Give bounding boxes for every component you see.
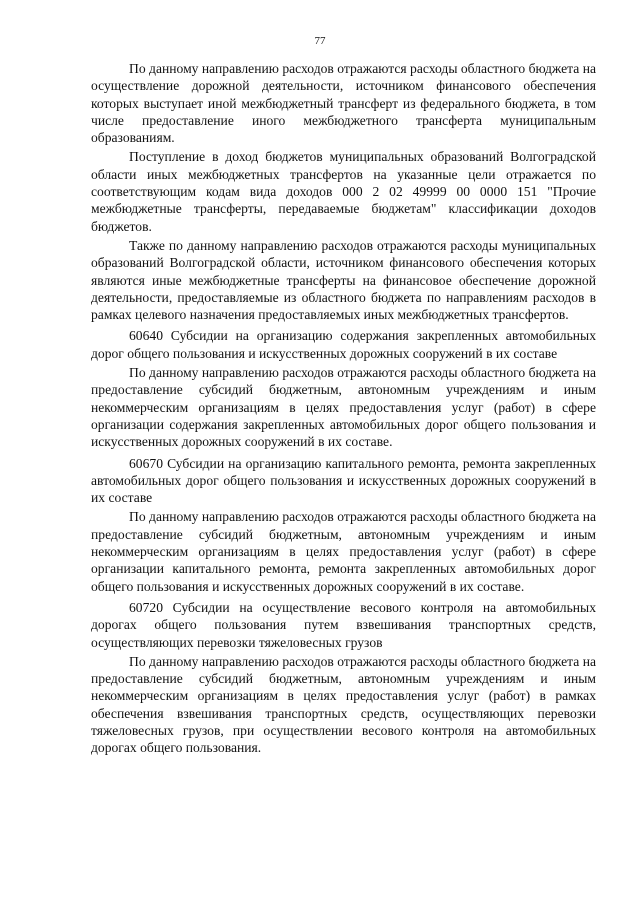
- page-number: 77: [314, 35, 326, 47]
- paragraph-2: Поступление в доход бюджетов муниципальных образований Волгоградской области иных межбюджетных трансфертов на указанные цели отражается по соответствующим кодам вида доходов 000 2 02 49999 00 0000 151 "Прочие межбюджетные трансферты, передаваемые бюджетам" классификации доходов бюджетов.: [91, 149, 596, 234]
- paragraph-1: По данному направлению расходов отражаются расходы областного бюджета на осуществление дорожной деятельности, источником финансового обеспечения которых выступает иной межбюджетный трансферт из федерального бюджета, в том числе предоставление иного межбюджетного трансферта муниципальным образованиям.: [91, 61, 596, 146]
- paragraph-4: По данному направлению расходов отражаются расходы областного бюджета на предоставление субсидий бюджетным, автономным учреждениям и иным некоммерческим организациям в целях предоставления услуг (работ) в сфере организации содержания закрепленных автомобильных дорог общего пользования и искусственных дорожных сооружений в их составе.: [91, 365, 596, 450]
- section-heading-60670: 60670 Субсидии на организацию капитального ремонта, ремонта закрепленных автомобильных дорог общего пользования и искусственных дорожных сооружений в их составе: [91, 455, 596, 506]
- paragraph-6: По данному направлению расходов отражаются расходы областного бюджета на предоставление субсидий бюджетным, автономным учреждениям и иным некоммерческим организациям в целях предоставления услуг (работ) в рамках обеспечения взвешивания транспортных средств, осуществляющих перевозки тяжеловесных грузов, при осуществлении весового контроля на автомобильных дорогах общего пользования.: [91, 653, 596, 756]
- paragraph-3: Также по данному направлению расходов отражаются расходы муниципальных образований Волгоградской области, источником финансового обеспечения которых являются иные межбюджетные трансферты на финансовое обеспечение дорожной деятельности, предоставляемые из областного бюджета по направлениям расходов в рамках целевого назначения предоставляемых иных межбюджетных трансфертов.: [91, 237, 596, 323]
- section-heading-60720: 60720 Субсидии на осуществление весового контроля на автомобильных дорогах общего пользования путем взвешивания транспортных средств, осуществляющих перевозки тяжеловесных грузов: [91, 599, 596, 650]
- section-heading-60640: 60640 Субсидии на организацию содержания закрепленных автомобильных дорог общего пользования и искусственных дорожных сооружений в их составе: [91, 328, 596, 361]
- document-body: [91, 60, 596, 759]
- paragraph-5: По данному направлению расходов отражаются расходы областного бюджета на предоставление субсидий бюджетным, автономным учреждениям и иным некоммерческим организациям в целях предоставления услуг (работ) в сфере организации капитального ремонта, ремонта закрепленных автомобильных дорог общего пользования и искусственных дорожных сооружений в их составе.: [91, 509, 596, 594]
